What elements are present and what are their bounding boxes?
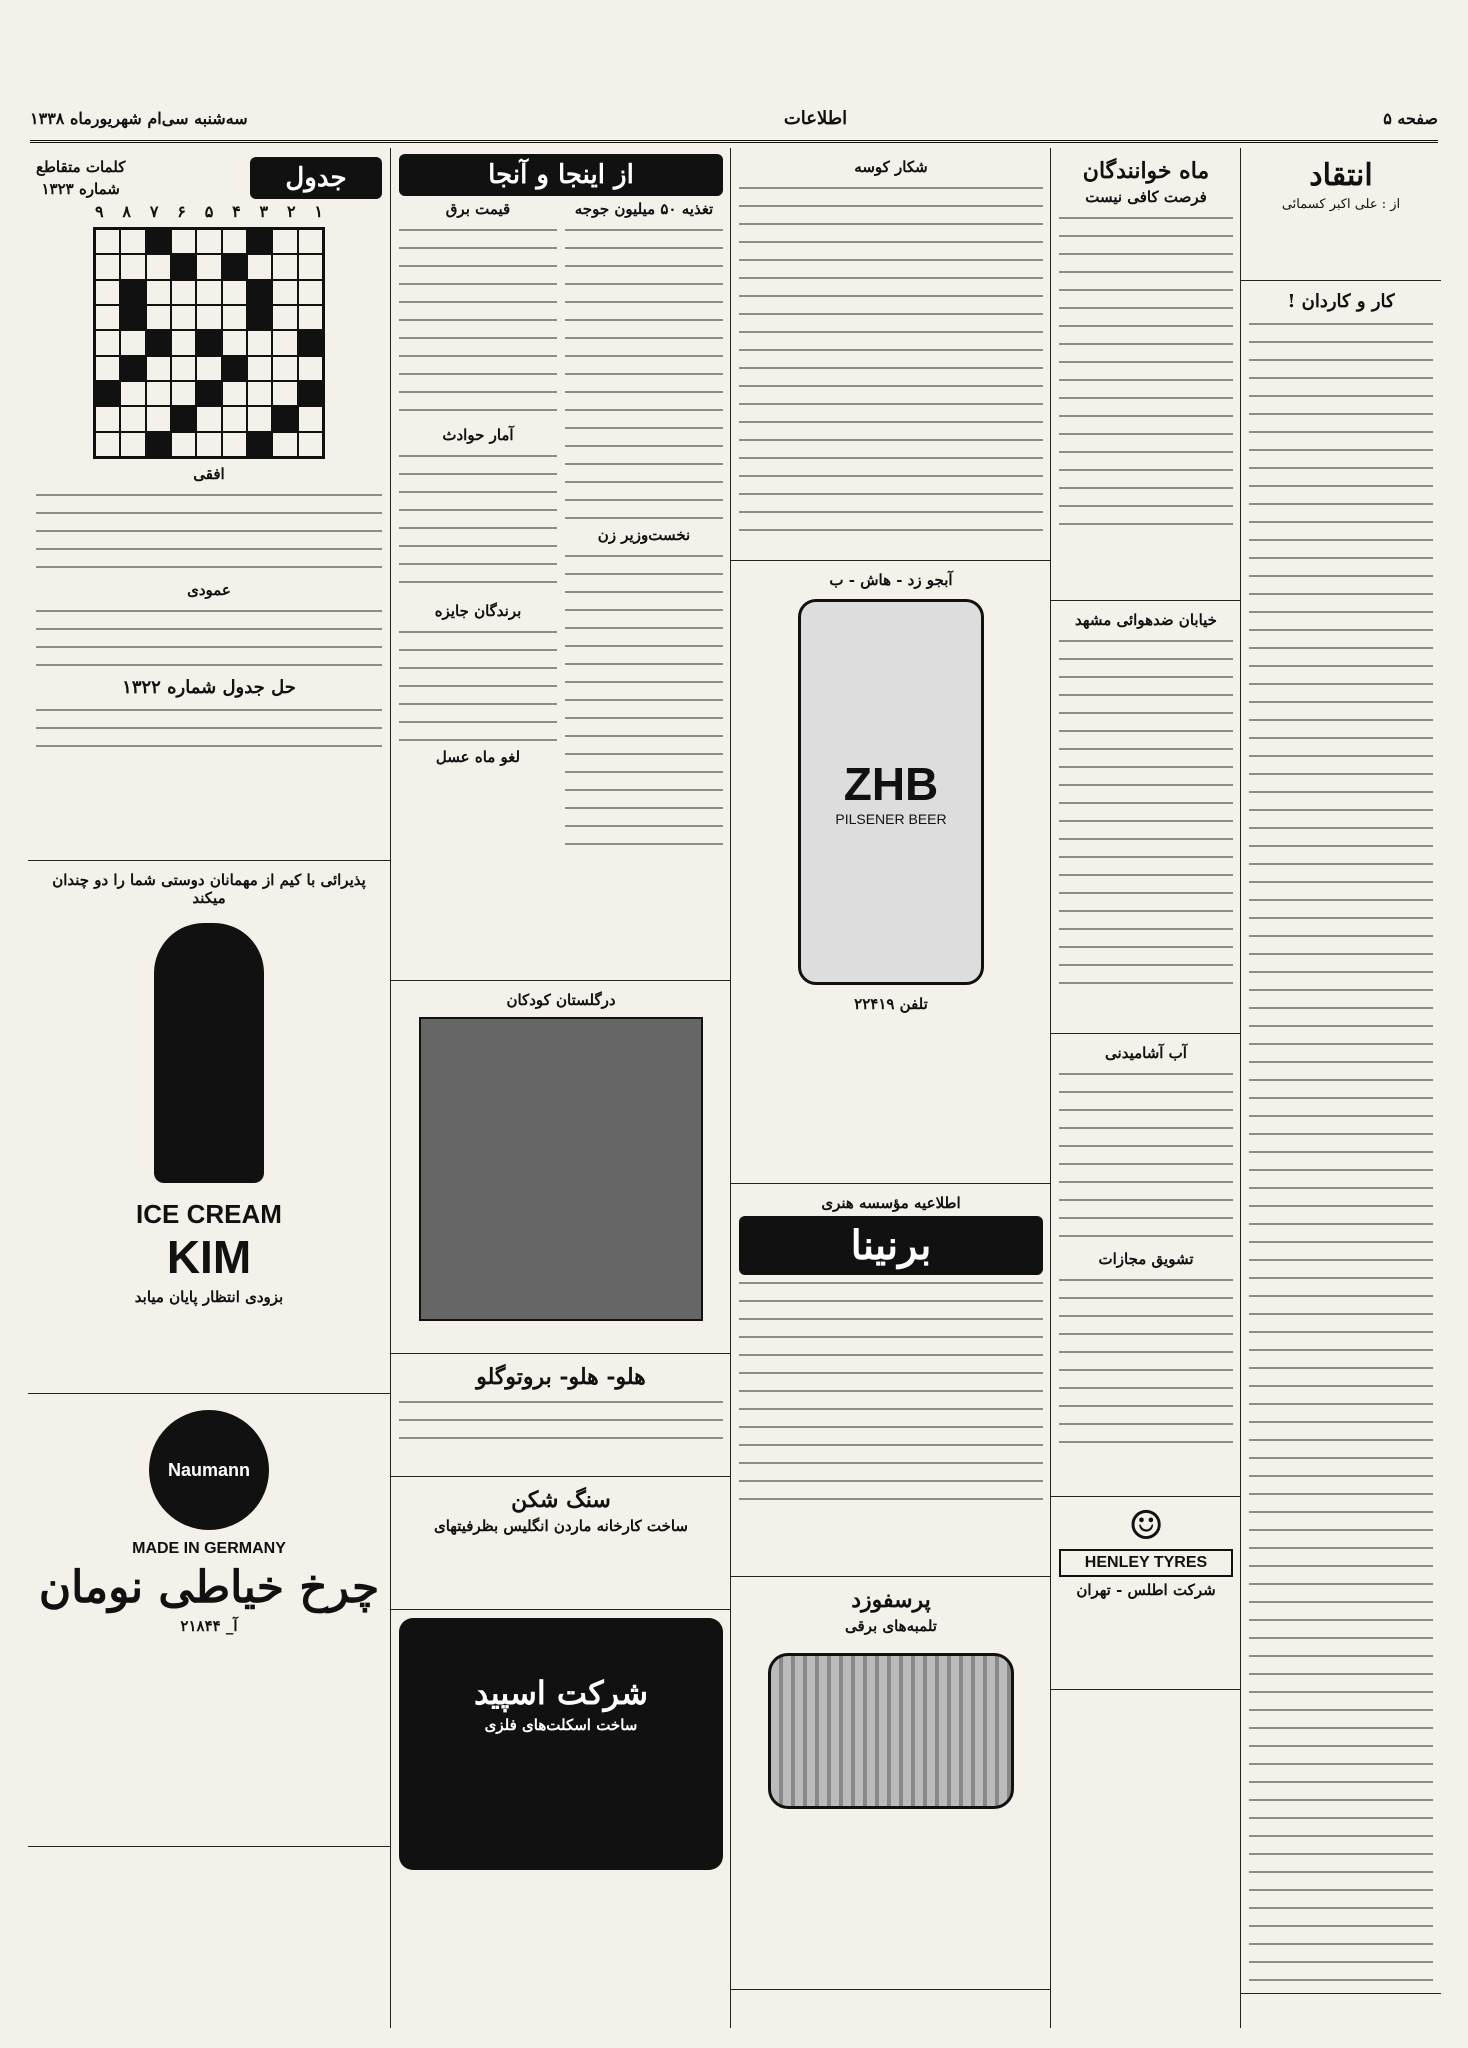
readers-more <box>1051 1034 1241 1497</box>
crossword-cell[interactable] <box>171 305 196 330</box>
across-clues <box>36 487 382 577</box>
crossword-cell[interactable] <box>272 229 297 254</box>
column-middle-right <box>730 148 1051 2028</box>
crossword-cell[interactable] <box>95 432 120 457</box>
crossword-cell[interactable] <box>298 330 323 355</box>
prize-text <box>399 624 557 744</box>
crossword-cell[interactable] <box>272 356 297 381</box>
sewing-fa: چرخ خیاطی نومان <box>38 1562 380 1613</box>
crossword-cell[interactable] <box>95 254 120 279</box>
crossword-cell[interactable] <box>171 280 196 305</box>
made-in: MADE IN GERMANY <box>132 1540 286 1557</box>
art-institute <box>731 1184 1051 1577</box>
crossword-cell[interactable] <box>146 229 171 254</box>
crossword-cell[interactable] <box>171 432 196 457</box>
crossword-header <box>36 154 382 202</box>
tyres-brand: HENLEY TYRES <box>1059 1549 1233 1577</box>
crossword-cell[interactable] <box>171 356 196 381</box>
col-num: ۳ <box>259 202 269 221</box>
here-there-left <box>399 196 557 848</box>
crossword-cell[interactable] <box>247 356 272 381</box>
crossword-cell[interactable] <box>95 406 120 431</box>
crossword-cell[interactable] <box>146 406 171 431</box>
issue-date: سه‌شنبه سی‌ام شهریورماه ۱۳۳۸ <box>30 108 248 128</box>
stone-ad <box>391 1477 731 1610</box>
here-there-right <box>565 196 723 848</box>
naumann-logo: Naumann <box>149 1410 269 1530</box>
beer-brand: ZHB <box>843 758 939 810</box>
crossword-cell[interactable] <box>272 254 297 279</box>
critique-article <box>1241 281 1441 1994</box>
woman-illustration-icon: ☺ <box>1128 1503 1164 1549</box>
tyres-fa: شرکت اطلس - تهران <box>1076 1581 1216 1599</box>
accidents-title: آمار حوادث <box>442 426 514 444</box>
readers-text <box>1059 210 1233 540</box>
column-readers <box>1050 148 1241 2028</box>
esprit-sub: ساخت اسکلت‌های فلزی <box>484 1716 638 1734</box>
sewing-ad <box>28 1394 390 1847</box>
crossword-cell[interactable] <box>95 330 120 355</box>
crossword-cell[interactable] <box>247 330 272 355</box>
ice-cream-icon <box>154 923 264 1183</box>
crossword-cell[interactable] <box>222 254 247 279</box>
chicks-title: تغذیه ۵۰ میلیون جوجه <box>574 200 714 218</box>
crossword-cell[interactable] <box>120 229 145 254</box>
readers-subhead-3: آب آشامیدنی <box>1105 1044 1187 1062</box>
crossword-cell[interactable] <box>272 280 297 305</box>
crossword-cell[interactable] <box>146 254 171 279</box>
crossword-cell[interactable] <box>222 406 247 431</box>
readers-subhead-2: خیابان ضدهوائی مشهد <box>1075 611 1217 629</box>
crossword-cell[interactable] <box>222 381 247 406</box>
readers-text-2 <box>1059 633 1233 993</box>
prize-title: برندگان جایزه <box>434 602 522 620</box>
crossword-cell[interactable] <box>247 432 272 457</box>
crossword-cell[interactable] <box>196 330 221 355</box>
beer-sub: PILSENER BEER <box>835 811 947 827</box>
art-text <box>739 1275 1043 1505</box>
readers-text-4 <box>1059 1272 1233 1452</box>
col-num: ۶ <box>177 202 186 221</box>
crossword-cell[interactable] <box>95 280 120 305</box>
readers-title: ماه خوانندگان <box>1082 158 1210 184</box>
readers-section <box>1051 148 1241 601</box>
crossword-cell[interactable] <box>146 381 171 406</box>
crossword-cell[interactable] <box>95 356 120 381</box>
solution-title: حل جدول شماره ۱۳۲۲ <box>122 677 296 698</box>
pm-title: نخست‌وزیر زن <box>597 526 691 544</box>
crossword-cell[interactable] <box>196 406 221 431</box>
critique-header <box>1241 148 1441 281</box>
crossword-cell[interactable] <box>196 280 221 305</box>
crossword-cell[interactable] <box>247 280 272 305</box>
pump-illustration <box>768 1653 1014 1809</box>
crossword-cell[interactable] <box>120 280 145 305</box>
honey-title: لغو ماه عسل <box>435 748 521 766</box>
crossword-cell[interactable] <box>298 406 323 431</box>
sewing-code: آ_ ۲۱۸۴۴ <box>180 1617 238 1635</box>
readers-subhead-4: تشویق مجازات <box>1098 1250 1194 1268</box>
here-there-section <box>391 148 731 981</box>
crossword-cell[interactable] <box>196 305 221 330</box>
crossword-cell[interactable] <box>222 229 247 254</box>
here-there-columns <box>399 196 723 848</box>
readers-text-3 <box>1059 1066 1233 1246</box>
crossword-cell[interactable] <box>272 330 297 355</box>
crossword-cell[interactable] <box>95 381 120 406</box>
crossword-cell[interactable] <box>298 229 323 254</box>
hello-ad <box>391 1354 731 1477</box>
fishing-text <box>739 180 1043 540</box>
chicks-text <box>565 222 723 522</box>
fishing-title: شکار کوسه <box>854 158 928 176</box>
pump-brand: پرسفوزد <box>851 1587 931 1613</box>
article-text-placeholder <box>1249 316 1433 1994</box>
crossword-cell[interactable] <box>196 381 221 406</box>
crossword-cell[interactable] <box>298 305 323 330</box>
critique-headline: کار و کاردان ! <box>1287 291 1395 312</box>
crossword-cell[interactable] <box>298 381 323 406</box>
crossword-cell[interactable] <box>120 381 145 406</box>
crossword-cell[interactable] <box>247 305 272 330</box>
hello-title: هلو- هلو- بروتوگلو <box>476 1364 646 1390</box>
crossword-cell[interactable] <box>298 280 323 305</box>
crossword-cell[interactable] <box>298 254 323 279</box>
beer-headline: آبجو زد - هاش - ب <box>829 571 953 589</box>
crossword-cell[interactable] <box>247 381 272 406</box>
crossword-cell[interactable] <box>196 254 221 279</box>
crossword-cell[interactable] <box>298 356 323 381</box>
crossword-cell[interactable] <box>196 356 221 381</box>
crossword-section <box>28 148 390 861</box>
pump-sub: تلمبه‌های برقی <box>845 1617 937 1635</box>
column-crossword <box>28 148 390 2028</box>
crossword-cell[interactable] <box>171 381 196 406</box>
beer-ad <box>731 561 1051 1184</box>
crossword-cell[interactable] <box>247 406 272 431</box>
fishing-article <box>731 148 1051 561</box>
across-label: افقی <box>193 465 225 483</box>
electricity-text <box>399 222 557 422</box>
column-middle-left <box>390 148 731 2028</box>
crossword-cell[interactable] <box>95 229 120 254</box>
down-clues <box>36 603 382 673</box>
icecream-ad <box>28 861 390 1394</box>
crossword-subtitle: کلمات متقاطع <box>36 158 126 176</box>
accidents-text <box>399 448 557 598</box>
crossword-cell[interactable] <box>196 229 221 254</box>
crossword-cell[interactable] <box>120 356 145 381</box>
crossword-cell[interactable] <box>146 330 171 355</box>
crossword-cell[interactable] <box>171 254 196 279</box>
masthead <box>30 96 1438 143</box>
art-title: اطلاعیه مؤسسه هنری <box>821 1194 961 1212</box>
solution-text <box>36 702 382 762</box>
tyres-ad <box>1051 1497 1241 1690</box>
crossword-cell[interactable] <box>222 305 247 330</box>
crossword-meta <box>36 154 125 202</box>
crossword-cell[interactable] <box>272 406 297 431</box>
col-num: ۸ <box>122 202 132 221</box>
crossword-cell[interactable] <box>120 305 145 330</box>
crossword-cell[interactable] <box>171 229 196 254</box>
icecream-headline: پذیرائی با کیم از مهمانان دوستی شما را دو چندان میکند <box>52 871 366 907</box>
kids-ad <box>391 981 731 1354</box>
col-num: ۹ <box>95 202 104 221</box>
crossword-cell[interactable] <box>222 330 247 355</box>
critique-author: از : علی اکبر کسمائی <box>1281 197 1401 212</box>
crossword-cell[interactable] <box>222 356 247 381</box>
kids-photo <box>419 1017 703 1321</box>
crossword-cell[interactable] <box>120 330 145 355</box>
crossword-cell[interactable] <box>146 280 171 305</box>
icecream-note: بزودی انتظار پایان میابد <box>134 1288 284 1306</box>
crossword-cell[interactable] <box>222 280 247 305</box>
pump-ad <box>731 1577 1051 1990</box>
column-critique <box>1240 148 1441 2028</box>
page-number: صفحه ۵ <box>1383 108 1438 128</box>
crossword-cell[interactable] <box>272 381 297 406</box>
critique-title: انتقاد <box>1309 158 1373 193</box>
icecream-label: ICE CREAM <box>136 1199 282 1229</box>
col-num: ۴ <box>232 202 241 221</box>
crossword-cell[interactable] <box>120 432 145 457</box>
crossword-cell[interactable] <box>171 406 196 431</box>
icecream-brand: KIM <box>166 1231 252 1283</box>
esprit-ad <box>399 1618 723 1870</box>
crossword-cell[interactable] <box>146 305 171 330</box>
crossword-cell[interactable] <box>120 406 145 431</box>
crossword-column-numbers <box>95 202 323 221</box>
col-num: ۷ <box>149 202 159 221</box>
stone-title: سنگ شکن <box>511 1487 611 1513</box>
col-num: ۱ <box>314 202 323 221</box>
readers-continued <box>1051 601 1241 1034</box>
down-label: عمودی <box>187 581 231 599</box>
readers-subhead-1: فرصت کافی نیست <box>1085 188 1207 206</box>
stone-sub: ساخت کارخانه ماردن انگلیس بظرفیتهای <box>433 1517 689 1535</box>
crossword-cell[interactable] <box>298 432 323 457</box>
esprit-title: شرکت اسپید <box>473 1674 649 1712</box>
crossword-title: جدول <box>250 157 382 199</box>
col-num: ۲ <box>286 202 296 221</box>
beer-can-illustration <box>798 599 984 985</box>
kids-title: درگلستان کودکان <box>506 991 616 1009</box>
bernina-brand: برنینا <box>739 1216 1043 1275</box>
beer-phone: تلفن ۲۲۴۱۹ <box>854 995 928 1013</box>
crossword-cell[interactable] <box>95 305 120 330</box>
paper-name: اطلاعات <box>783 107 848 129</box>
crossword-cell[interactable] <box>146 432 171 457</box>
crossword-cell[interactable] <box>196 432 221 457</box>
crossword-cell[interactable] <box>146 356 171 381</box>
crossword-cell[interactable] <box>247 254 272 279</box>
col-num: ۵ <box>204 202 214 221</box>
hello-text <box>399 1394 723 1444</box>
here-there-title: از اینجا و آنجا <box>399 154 723 196</box>
crossword-cell[interactable] <box>272 305 297 330</box>
crossword-cell[interactable] <box>247 229 272 254</box>
crossword-cell[interactable] <box>222 432 247 457</box>
crossword-cell[interactable] <box>120 254 145 279</box>
crossword-grid[interactable] <box>93 227 325 459</box>
crossword-number: شماره ۱۳۲۳ <box>41 180 120 198</box>
pm-text <box>565 548 723 848</box>
crossword-cell[interactable] <box>171 330 196 355</box>
electricity-title: قیمت برق <box>445 200 511 218</box>
crossword-cell[interactable] <box>272 432 297 457</box>
